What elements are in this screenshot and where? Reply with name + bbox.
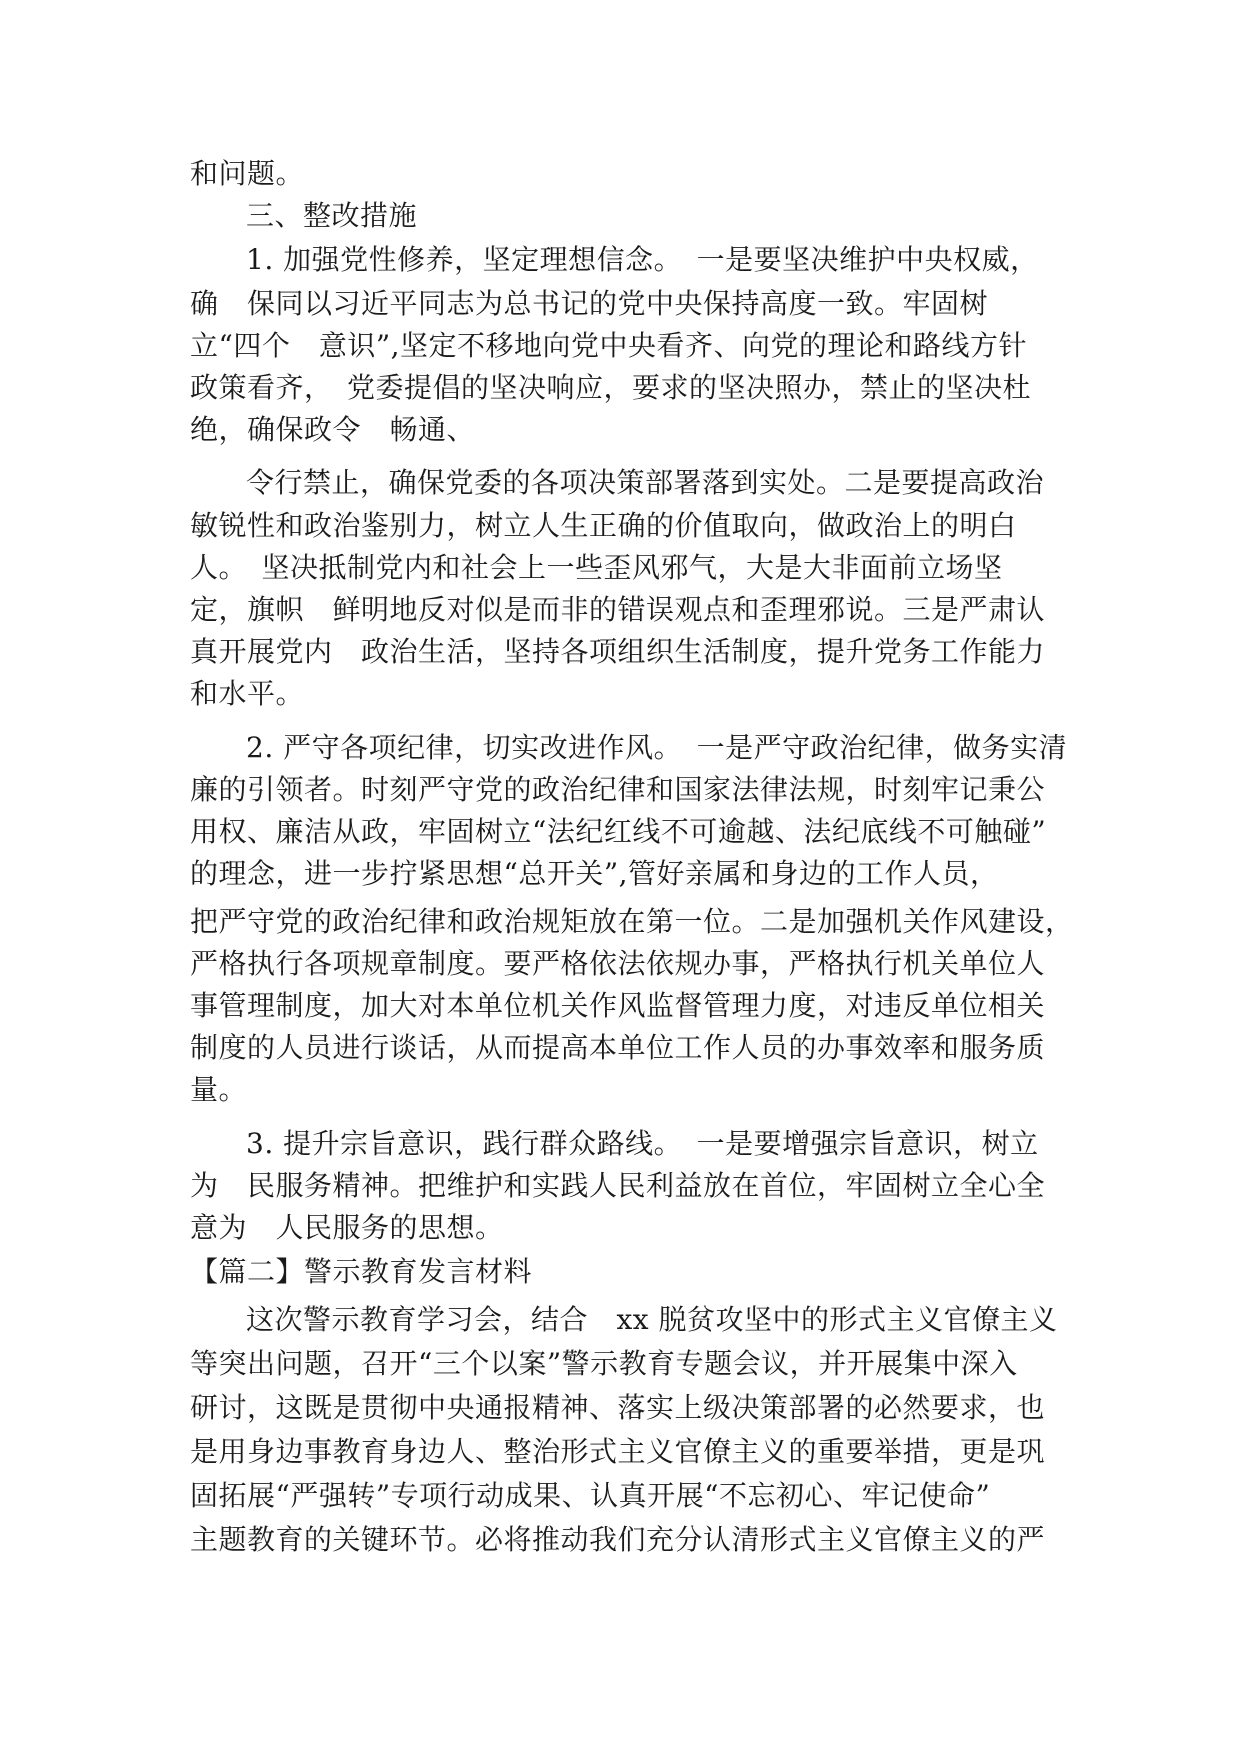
text-line: 2. 严守各项纪律，切实改进作风。 一是严守政治纪律，做务实清 [246, 731, 1068, 764]
text-line: 廉的引领者。时刻严守党的政治纪律和国家法律法规，时刻牢记秉公 [190, 773, 1046, 806]
section-heading: 三、整改措施 [246, 199, 418, 232]
text-line: 1. 加强党性修养，坚定理想信念。 一是要坚决维护中央权威， [246, 243, 1039, 276]
text-line: 固拓展“严强转”专项行动成果、认真开展“不忘初心、牢记使命” [190, 1479, 991, 1512]
text-line: 令行禁止，确保党委的各项决策部署落到实处。二是要提高政治 [246, 466, 1045, 499]
text-line: 用权、廉洁从政，牢固树立“法纪红线不可逾越、法纪底线不可触碰” [190, 815, 1047, 848]
text-line: 和水平。 [190, 677, 305, 710]
text-line: 把严守党的政治纪律和政治规矩放在第一位。二是加强机关作风建设， [190, 905, 1074, 938]
text-line: 3. 提升宗旨意识，践行群众路线。 一是要增强宗旨意识，树立 [246, 1127, 1039, 1160]
text-line: 人。 坚决抵制党内和社会上一些歪风邪气，大是大非面前立场坚 [190, 551, 1003, 584]
text-line: 为 民服务精神。把维护和实践人民利益放在首位，牢固树立全心全 [190, 1169, 1046, 1202]
text-line: 确 保同以习近平同志为总书记的党中央保持高度一致。牢固树 [190, 287, 989, 320]
text-line: 绝，确保政令 畅通、 [190, 413, 476, 446]
text-line: 研讨，这既是贯彻中央通报精神、落实上级决策部署的必然要求，也 [190, 1391, 1046, 1424]
text-line: 立“四个 意识”,坚定不移地向党中央看齐、向党的理论和路线方针 [190, 329, 1028, 362]
text-line: 定，旗帜 鲜明地反对似是而非的错误观点和歪理邪说。三是严肃认 [190, 593, 1046, 626]
text-line: 等突出问题，召开“三个以案”警示教育专题会议，并开展集中深入 [190, 1347, 1018, 1380]
text-line: 量。 [190, 1073, 248, 1106]
text-line: 是用身边事教育身边人、整治形式主义官僚主义的重要举措，更是巩 [190, 1435, 1046, 1468]
text-line: 敏锐性和政治鉴别力，树立人生正确的价值取向，做政治上的明白 [190, 509, 1017, 542]
text-line: 的理念，进一步拧紧思想“总开关”,管好亲属和身边的工作人员， [190, 857, 999, 890]
text-line: 真开展党内 政治生活，坚持各项组织生活制度，提升党务工作能力 [190, 635, 1046, 668]
text-line: 意为 人民服务的思想。 [190, 1211, 504, 1244]
text-line: 事管理制度，加大对本单位机关作风监督管理力度，对违反单位相关 [190, 989, 1046, 1022]
text-line: 主题教育的关键环节。必将推动我们充分认清形式主义官僚主义的严 [190, 1523, 1046, 1556]
text-line: 严格执行各项规章制度。要严格依法依规办事，严格执行机关单位人 [190, 947, 1046, 980]
text-line: 政策看齐， 党委提倡的坚决响应，要求的坚决照办，禁止的坚决杜 [190, 371, 1032, 404]
text-line: 制度的人员进行谈话，从而提高本单位工作人员的办事效率和服务质 [190, 1031, 1046, 1064]
section-heading: 【篇二】警示教育发言材料 [190, 1255, 533, 1288]
text-line: 这次警示教育学习会，结合 xx 脱贫攻坚中的形式主义官僚主义 [246, 1303, 1058, 1336]
text-line: 和问题。 [190, 157, 305, 190]
